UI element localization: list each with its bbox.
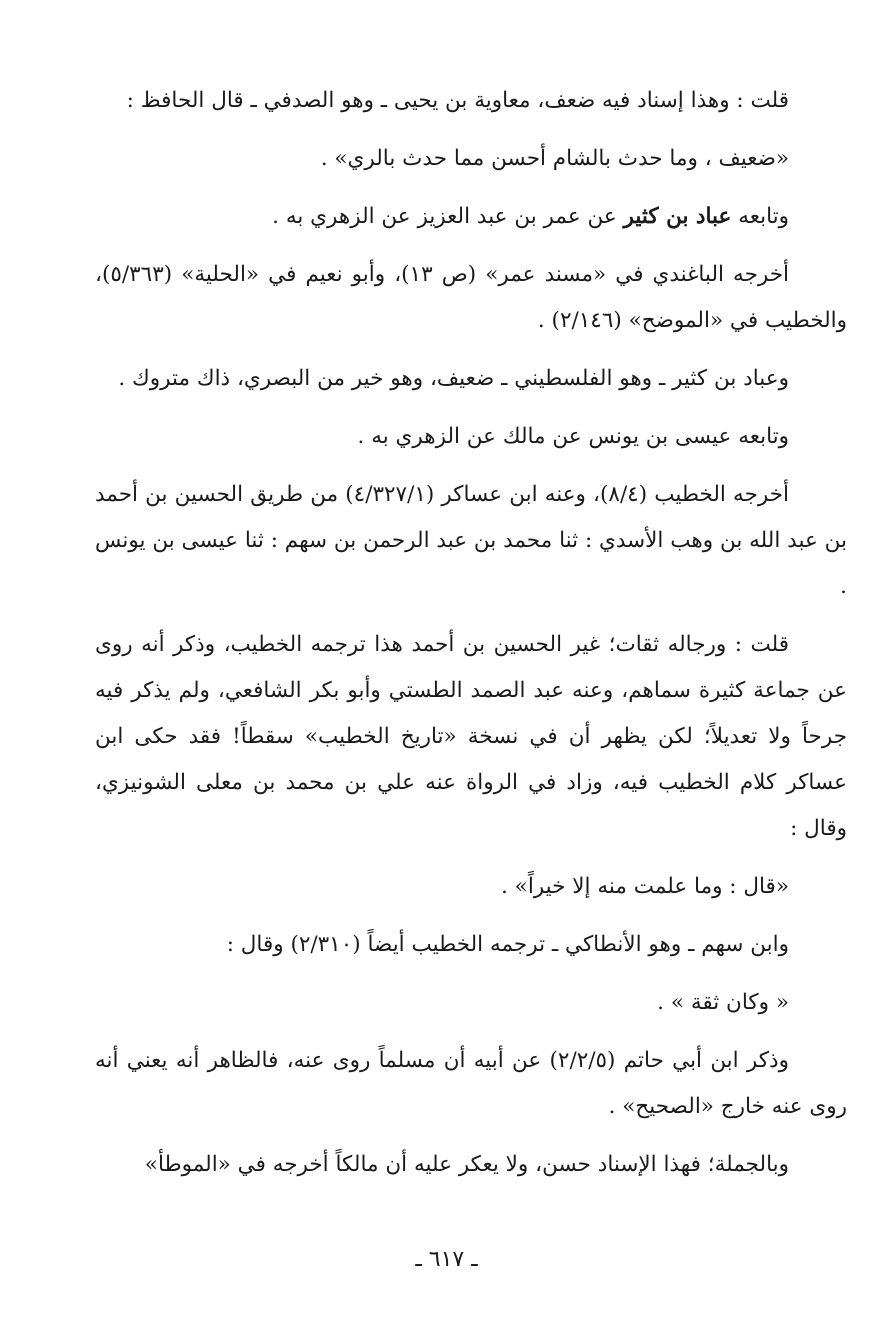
paragraph-2: «ضعيف ، وما حدث بالشام أحسن مما حدث بالري» . [320,146,789,171]
paragraph-8: قلت : ورجاله ثقات؛ غير الحسين بن أحمد هذا ترجمه الخطيب، وذكر أنه روى عن جماعة كثيرة سماهم، وعنه عبد الصمد الطستي وأبو بكر الشافعي، ولم يذكر فيه جرحاً ولا تعديلاً؛ لكن يظهر أن في نسخة «تاريخ الخطيب» سقطاً! فقد حكى ابن عساكر كلام الخطيب فيه، وزاد في الرواة عنه علي بن محمد بن معلى الشونيزي، وقال : [95,632,847,841]
paragraph-10: وابن سهم ـ وهو الأنطاكي ـ ترجمه الخطيب أيضاً (٢/٣١٠) وقال : [226,932,789,957]
paragraph-4: أخرجه الباغندي في «مسند عمر» (ص ١٣)، وأبو نعيم في «الحلية» (٥/٣٦٣)، والخطيب في «الموضح» (٢/١٤٦) . [95,262,847,333]
paragraph-3-before: وتابعه [731,204,789,229]
page-body [95,78,847,1200]
paragraph-3 [95,194,847,240]
paragraph-13: وبالجملة؛ فهذا الإسناد حسن، ولا يعكر عليه أن مالكاً أخرجه في «الموطأ» [144,1152,789,1177]
paragraph-11: « وكان ثقة » . [657,990,789,1015]
paragraph-9: «قال : وما علمت منه إلا خيراً» . [501,874,789,899]
paragraph-1: قلت : وهذا إسناد فيه ضعف، معاوية بن يحيى ـ وهو الصدفي ـ قال الحافظ : [126,88,789,113]
paragraph-6: وتابعه عيسى بن يونس عن مالك عن الزهري به . [357,424,789,449]
paragraph-12: وذكر ابن أبي حاتم (٢/٢/٥) عن أبيه أن مسلماً روى عنه، فالظاهر أنه يعني أنه روى عنه خارج «الصحيح» . [95,1048,847,1119]
paragraph-5: وعباد بن كثير ـ وهو الفلسطيني ـ ضعيف، وهو خير من البصري، ذاك متروك . [118,366,789,391]
paragraph-3-after: عن عمر بن عبد العزيز عن الزهري به . [272,204,624,229]
paragraph-7: أخرجه الخطيب (٨/٤)، وعنه ابن عساكر (٤/٣٢٧/١) من طريق الحسين بن أحمد بن عبد الله بن وهب الأسدي : ثنا محمد بن عبد الرحمن بن سهم : ثنا عيسى بن يونس . [95,482,847,599]
narrator-name-bold: عباد بن كثير [623,204,732,229]
page-number: ـ ٦١٧ ـ [415,1247,478,1272]
